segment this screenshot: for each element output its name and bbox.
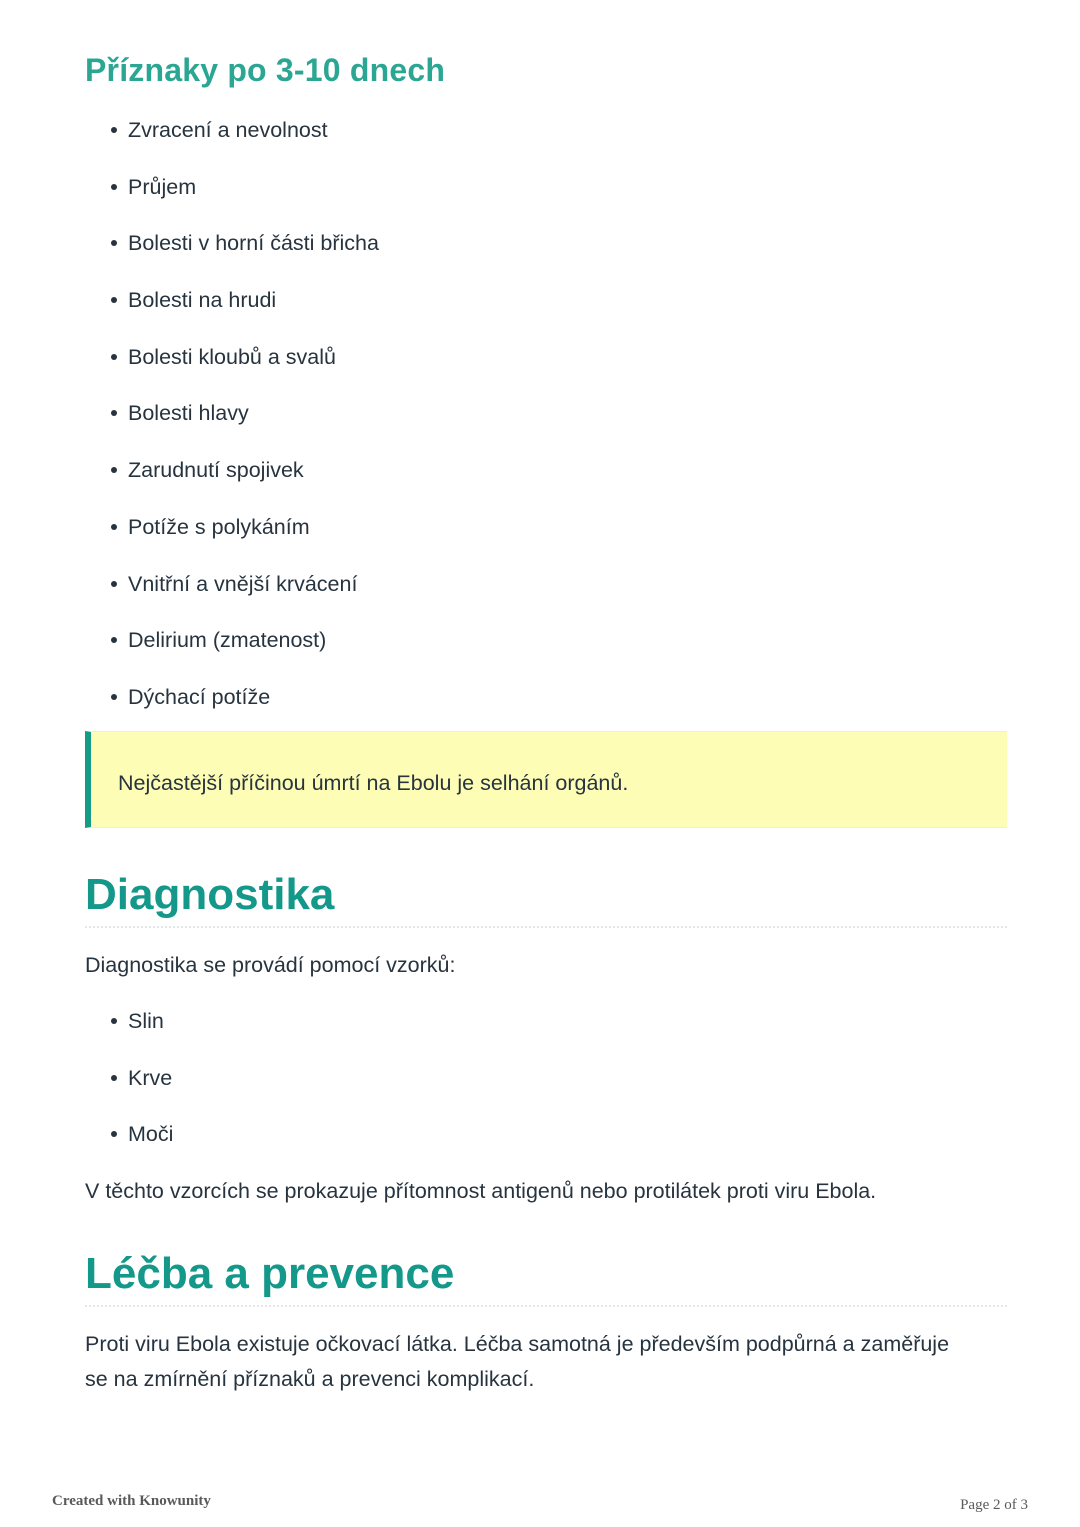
list-item: Potíže s polykáním bbox=[111, 513, 379, 570]
list-item: Delirium (zmatenost) bbox=[111, 626, 379, 683]
diagnostics-list bbox=[111, 1007, 173, 1177]
list-item: Bolesti na hrudi bbox=[111, 286, 379, 343]
page-number: Page 2 of 3 bbox=[960, 1497, 1028, 1513]
list-item: Bolesti hlavy bbox=[111, 399, 379, 456]
list-item: Krve bbox=[111, 1064, 173, 1121]
diagnostics-conclusion: V těchto vzorcích se prokazuje přítomnost antigenů nebo protilátek proti viru Ebola. bbox=[85, 1179, 877, 1203]
list-item: Dýchací potíže bbox=[111, 683, 379, 740]
list-item: Průjem bbox=[111, 173, 379, 230]
list-item: Zvracení a nevolnost bbox=[111, 116, 379, 173]
diagnostics-intro: Diagnostika se provádí pomocí vzorků: bbox=[85, 953, 456, 977]
list-item: Moči bbox=[111, 1120, 173, 1177]
treatment-text: Proti viru Ebola existuje očkovací látka. Léčba samotná je především podpůrná a zaměřuje se na zmírnění příznaků a prevenci komplikací. bbox=[85, 1332, 950, 1391]
list-item: Vnitřní a vnější krvácení bbox=[111, 570, 379, 627]
list-item: Bolesti kloubů a svalů bbox=[111, 343, 379, 400]
footer-credit: Created with Knowunity bbox=[52, 1493, 211, 1509]
diagnostics-heading: Diagnostika bbox=[85, 870, 1007, 928]
callout-box bbox=[85, 731, 1007, 828]
treatment-heading: Léčba a prevence bbox=[85, 1249, 1007, 1307]
list-item: Slin bbox=[111, 1007, 173, 1064]
list-item: Zarudnutí spojivek bbox=[111, 456, 379, 513]
callout-text: Nejčastější příčinou úmrtí na Ebolu je selhání orgánů. bbox=[118, 771, 629, 795]
list-item: Bolesti v horní části břicha bbox=[111, 229, 379, 286]
symptoms-heading: Příznaky po 3-10 dnech bbox=[85, 52, 446, 88]
symptoms-list bbox=[111, 116, 379, 740]
